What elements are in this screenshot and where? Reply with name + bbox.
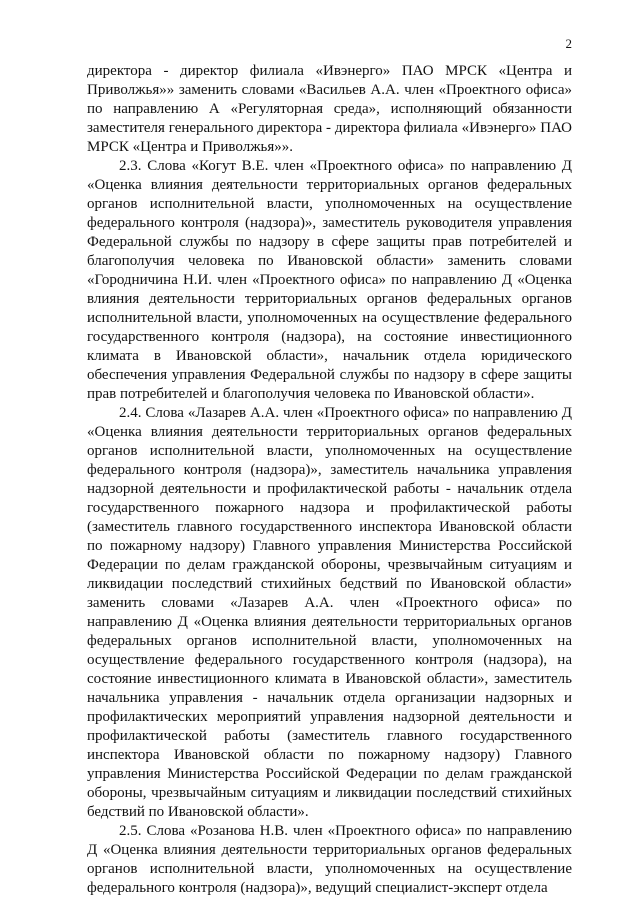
paragraph-2-4: 2.4. Слова «Лазарев А.А. член «Проектного офиса» по направлению Д «Оценка влияния деятельности территориальных органов федеральных органов исполнительной власти, уполномоченных на осуществление федерального контроля (надзора)», заместитель начальника управления надзорной деятельности и профилактической работы - начальник отдела государственного пожарного надзора и профилактической работы (заместитель главного государственного инспектора Ивановской области по пожарному надзору) Главного управления Министерства Российской Федерации по делам гражданской обороны, чрезвычайным ситуациям и ликвидации последствий стихийных бедствий по Ивановской области» заменить словами «Лазарев А.А. член «Проектного офиса» по направлению Д «Оценка влияния деятельности территориальных органов федеральных органов исполнительной власти, уполномоченных на осуществление федерального государственного контроля (надзора), на состояние инвестиционного климата в Ивановской области», заместитель начальника управления - начальник отдела организации надзорных и профилактических мероприятий управления надзорной деятельности и профилактической работы (заместитель главного государственного инспектора Ивановской области по пожарному надзору) Главного управления Министерства Российской Федерации по делам гражданской обороны, чрезвычайным ситуациям и ликвидации последствий стихийных бедствий по Ивановской области». [87, 405, 572, 820]
document-body [87, 62, 572, 898]
paragraph-2-3: 2.3. Слова «Когут В.Е. член «Проектного офиса» по направлению Д «Оценка влияния деятельности территориальных органов федеральных органов исполнительной власти, уполномоченных на осуществление федерального контроля (надзора)», заместитель руководителя управления Федеральной службы по надзору в сфере защиты прав потребителей и благополучия человека по Ивановской области» заменить словами «Городничина Н.И. член «Проектного офиса» по направлению Д «Оценка влияния деятельности территориальных органов федеральных органов исполнительной власти, уполномоченных на осуществление федерального государственного контроля (надзора), на состояние инвестиционного климата в Ивановской области», начальник отдела юридического обеспечения управления Федеральной службы по надзору в сфере защиты прав потребителей и благополучия человека по Ивановской области». [87, 158, 572, 402]
page-number: 2 [565, 36, 572, 51]
paragraph-2-5: 2.5. Слова «Розанова Н.В. член «Проектного офиса» по направлению Д «Оценка влияния деятельности территориальных органов федеральных органов исполнительной власти, уполномоченных на осуществление федерального контроля (надзора)», ведущий специалист-эксперт отдела [87, 823, 572, 896]
paragraph-continuation: директора - директор филиала «Ивэнерго» ПАО МРСК «Центра и Приволжья»» заменить словами «Васильев А.А. член «Проектного офиса» по направлению А «Регуляторная среда», исполняющий обязанности заместителя генерального директора - директора филиала «Ивэнерго» ПАО МРСК «Центра и Приволжья»». [87, 63, 572, 155]
